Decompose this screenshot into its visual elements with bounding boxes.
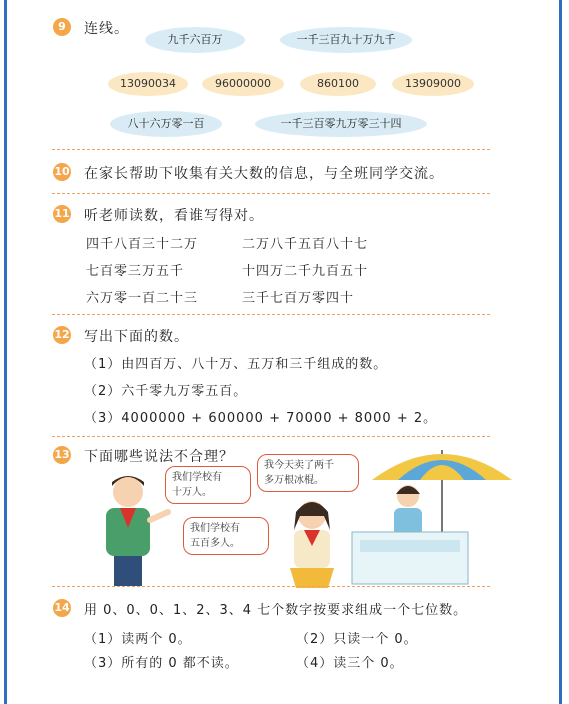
q9-number-1[interactable]: 13090034 <box>108 72 188 96</box>
q12-item-3: （3）4000000 + 600000 + 70000 + 8000 + 2。 <box>84 411 438 426</box>
question-number-13: 13 <box>53 446 71 464</box>
q14-item-3: （3）所有的 0 都不读。 <box>84 656 239 671</box>
q12-title: 写出下面的数。 <box>84 329 189 345</box>
bubble-line: 五百多人。 <box>190 538 240 549</box>
q14-item-4: （4）读三个 0。 <box>296 656 404 671</box>
q9-number-4[interactable]: 13909000 <box>392 72 474 96</box>
question-number-11: 11 <box>53 205 71 223</box>
q14-title: 用 0、0、0、1、2、3、4 七个数字按要求组成一个七位数。 <box>84 603 468 618</box>
q12-item-2: （2）六千零九万零五百。 <box>84 384 248 399</box>
bubble-line: 我们学校有 <box>190 523 240 534</box>
q14-item-1: （1）读两个 0。 <box>84 632 192 647</box>
q14-item-2: （2）只读一个 0。 <box>296 632 418 647</box>
q12-item-1: （1）由四百万、八十万、五万和三千组成的数。 <box>84 357 388 372</box>
q11-item: 二万八千五百八十七 <box>242 237 369 252</box>
question-number-14: 14 <box>53 599 71 617</box>
question-number-9: 9 <box>53 18 71 36</box>
page-frame-right <box>559 0 562 704</box>
q11-item: 三千七百万零四十 <box>242 291 355 306</box>
q9-number-2[interactable]: 96000000 <box>202 72 284 96</box>
q9-number-3[interactable]: 860100 <box>300 72 376 96</box>
speech-bubble-vendor <box>257 454 359 492</box>
bubble-line: 多万根冰棍。 <box>264 475 324 486</box>
separator <box>52 586 490 587</box>
separator <box>52 436 490 437</box>
boy-figure <box>106 476 168 586</box>
separator <box>52 149 490 150</box>
bubble-line: 十万人。 <box>172 487 212 498</box>
question-number-12: 12 <box>53 326 71 344</box>
separator <box>52 193 490 194</box>
q11-item: 六万零一百二十三 <box>86 291 199 306</box>
freezer-cart <box>352 532 468 584</box>
separator <box>52 314 490 315</box>
speech-bubble-girl <box>183 517 269 555</box>
q9-oval-top-1[interactable]: 九千六百万 <box>145 27 245 53</box>
umbrella <box>372 450 512 540</box>
speech-bubble-boy <box>165 466 251 504</box>
question-number-10: 10 <box>53 163 71 181</box>
bubble-line: 我今天卖了两千 <box>264 460 334 471</box>
q11-item: 十四万二千九百五十 <box>242 264 369 279</box>
q9-oval-top-2[interactable]: 一千三百九十万九千 <box>280 27 412 53</box>
q10-text: 在家长帮助下收集有关大数的信息，与全班同学交流。 <box>84 166 444 182</box>
q11-item: 四千八百三十二万 <box>86 237 199 252</box>
q9-title: 连线。 <box>84 21 129 37</box>
q9-oval-bottom-1[interactable]: 八十六万零一百 <box>110 111 222 137</box>
girl-figure <box>290 501 334 588</box>
q9-oval-bottom-2[interactable]: 一千三百零九万零三十四 <box>255 111 427 137</box>
q13-title: 下面哪些说法不合理？ <box>84 449 234 465</box>
bubble-line: 我们学校有 <box>172 472 222 483</box>
page-frame-left <box>4 0 7 704</box>
q11-title: 听老师读数，看谁写得对。 <box>84 208 264 224</box>
q11-item: 七百零三万五千 <box>86 264 185 279</box>
